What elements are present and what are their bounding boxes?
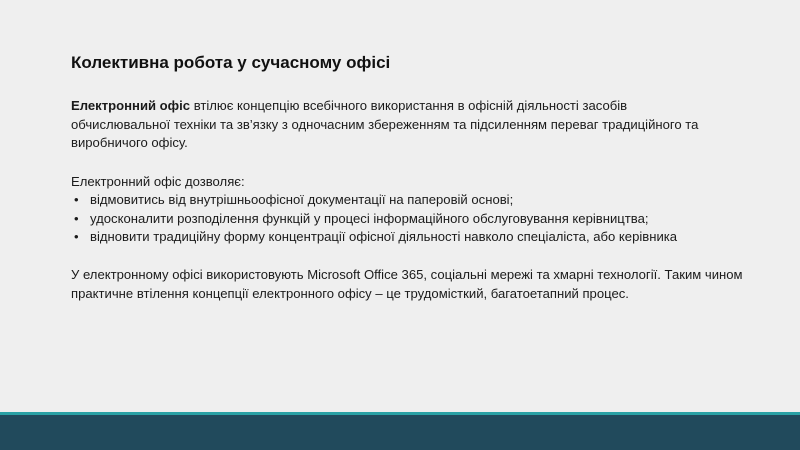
footer-bar bbox=[0, 415, 800, 450]
bullet-text: відновити традиційну форму концентрації офісної діяльності навколо спеціаліста, або керівника bbox=[90, 229, 678, 245]
bullet-item bbox=[71, 191, 711, 210]
bullet-text: удосконалити розподілення функцій у процесі інформаційного обслуговування керівництва; bbox=[90, 210, 649, 226]
bullet-item bbox=[71, 228, 711, 247]
bullet-dot-icon: • bbox=[74, 210, 79, 226]
intro-text: втілює концепцію всебічного використання в офісній діяльності засобів обчислювальної техніки та зв’язку з одночасним збереженням та підсиленням переваг традиційного та виробничого офісу. bbox=[71, 98, 699, 151]
slide-title: Колективна робота у сучасному офісі bbox=[71, 53, 391, 72]
intro-paragraph bbox=[71, 97, 711, 153]
bullet-item bbox=[71, 210, 711, 229]
bullet-text: відмовитись від внутрішньоофісної документації на паперовій основі; bbox=[90, 192, 514, 207]
allows-heading: Електронний офіс дозволяє: bbox=[71, 174, 245, 189]
bullet-dot-icon: • bbox=[74, 192, 79, 207]
bullet-list bbox=[71, 191, 711, 247]
bullet-dot-icon: • bbox=[74, 229, 79, 245]
intro-term: Електронний офіс bbox=[71, 98, 191, 113]
closing-paragraph: У електронному офісі використовують Microsoft Office 365, соціальні мережі та хмарні технології. Таким чином практичне втілення концепції електронного офісу – це трудомісткий, багатоетапний процес. bbox=[71, 267, 743, 301]
